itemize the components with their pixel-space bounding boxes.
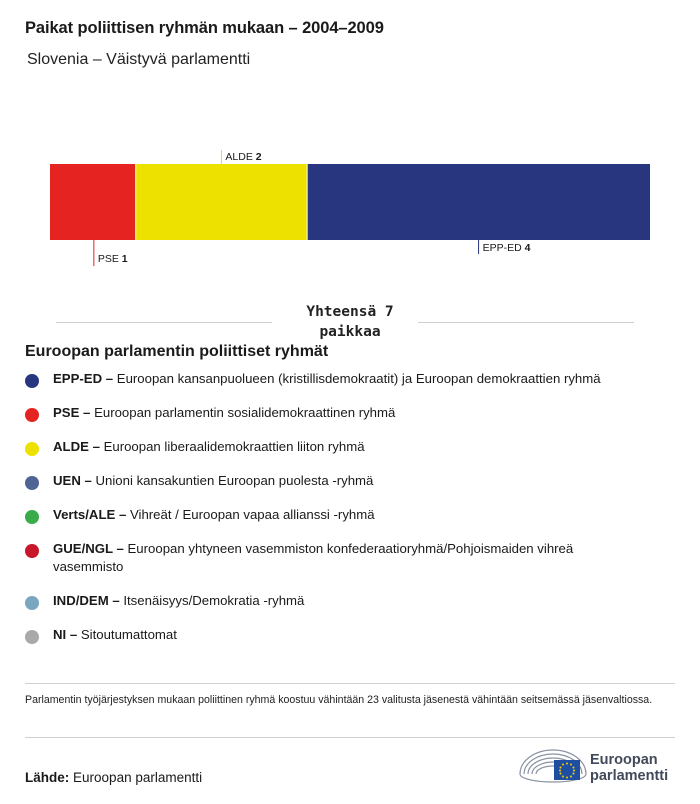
legend-dot-uen bbox=[25, 476, 39, 490]
total-seats-line1: Yhteensä 7 bbox=[306, 304, 394, 320]
legend-text bbox=[53, 592, 643, 610]
legend-desc: Euroopan parlamentin sosialidemokraattinen ryhmä bbox=[94, 405, 396, 420]
legend-item bbox=[25, 472, 665, 490]
legend-dot-ind-dem bbox=[25, 596, 39, 610]
legend-abbr: IND/DEM – bbox=[53, 593, 120, 608]
legend-dot-gue-ngl bbox=[25, 544, 39, 558]
legend-dot-pse bbox=[25, 408, 39, 422]
legend-item bbox=[25, 540, 665, 576]
source-value: Euroopan parlamentti bbox=[73, 770, 203, 785]
logo-line1: Euroopan bbox=[590, 752, 658, 768]
legend-abbr: PSE – bbox=[53, 405, 91, 420]
legend-text bbox=[53, 370, 643, 388]
total-divider-left bbox=[56, 322, 272, 323]
logo-line2: parlamentti bbox=[590, 768, 669, 784]
legend-item bbox=[25, 506, 665, 524]
legend-text bbox=[53, 626, 643, 644]
legend-abbr: GUE/NGL – bbox=[53, 541, 124, 556]
total-seats-line2: paikkaa bbox=[319, 324, 381, 340]
data-label-pse: PSE 1 bbox=[97, 253, 128, 265]
legend-desc: Unioni kansakuntien Euroopan puolesta -ryhmä bbox=[95, 473, 374, 488]
chart-title: Paikat poliittisen ryhmän mukaan – 2004–2009 bbox=[25, 19, 384, 37]
footer-divider-bottom bbox=[25, 737, 675, 738]
legend-item bbox=[25, 404, 665, 422]
chart-subtitle: Slovenia – Väistyvä parlamentti bbox=[27, 51, 251, 68]
legend-text bbox=[53, 540, 643, 576]
legend-desc: Euroopan kansanpuolueen (kristillisdemokraatit) ja Euroopan demokraattien ryhmä bbox=[116, 371, 601, 386]
legend-abbr: NI – bbox=[53, 627, 78, 642]
legend-desc: Sitoutumattomat bbox=[80, 627, 177, 642]
legend-abbr: UEN – bbox=[53, 473, 92, 488]
total-seats-label bbox=[272, 302, 428, 342]
source-line bbox=[25, 770, 202, 785]
legend-dot-ni bbox=[25, 630, 39, 644]
bar-segment-epp-ed bbox=[307, 164, 650, 240]
logo-text bbox=[590, 752, 668, 784]
legend-text bbox=[53, 404, 643, 422]
legend-desc: Itsenäisyys/Demokratia -ryhmä bbox=[123, 593, 305, 608]
source-label: Lähde: bbox=[25, 770, 70, 785]
footnote: Parlamentin työjärjestyksen mukaan poliittinen ryhmä koostuu vähintään 23 valitusta jäsenestä vähintään seitsemässä jäsenvaltiossa. bbox=[25, 694, 653, 706]
legend-desc: Euroopan yhtyneen vasemmiston konfederaatioryhmä/Pohjoismaiden vihreä vasemmisto bbox=[53, 541, 574, 574]
footer-divider-top bbox=[25, 683, 675, 684]
legend-item bbox=[25, 370, 665, 388]
legend-desc: Euroopan liberaalidemokraattien liiton ryhmä bbox=[103, 439, 365, 454]
bar-segment-pse bbox=[50, 164, 136, 240]
legend-text bbox=[53, 506, 643, 524]
legend-abbr: ALDE – bbox=[53, 439, 100, 454]
legend-title: Euroopan parlamentin poliittiset ryhmät bbox=[25, 343, 329, 360]
legend-abbr: Verts/ALE – bbox=[53, 507, 127, 522]
legend-item bbox=[25, 592, 665, 610]
legend-text bbox=[53, 472, 643, 490]
data-label-alde: ALDE 2 bbox=[225, 151, 262, 163]
legend-text bbox=[53, 438, 643, 456]
total-divider-right bbox=[418, 322, 634, 323]
legend-abbr: EPP-ED – bbox=[53, 371, 114, 386]
legend-dot-epp-ed bbox=[25, 374, 39, 388]
legend-dot-verts-ale bbox=[25, 510, 39, 524]
legend-desc: Vihreät / Euroopan vapaa allianssi -ryhmä bbox=[129, 507, 375, 522]
seat-bar-chart bbox=[0, 140, 700, 280]
data-label-epp-ed: EPP-ED 4 bbox=[482, 242, 531, 254]
legend-dot-alde bbox=[25, 442, 39, 456]
bar-segment-alde bbox=[136, 164, 307, 240]
legend-item bbox=[25, 626, 665, 644]
legend-item bbox=[25, 438, 665, 456]
